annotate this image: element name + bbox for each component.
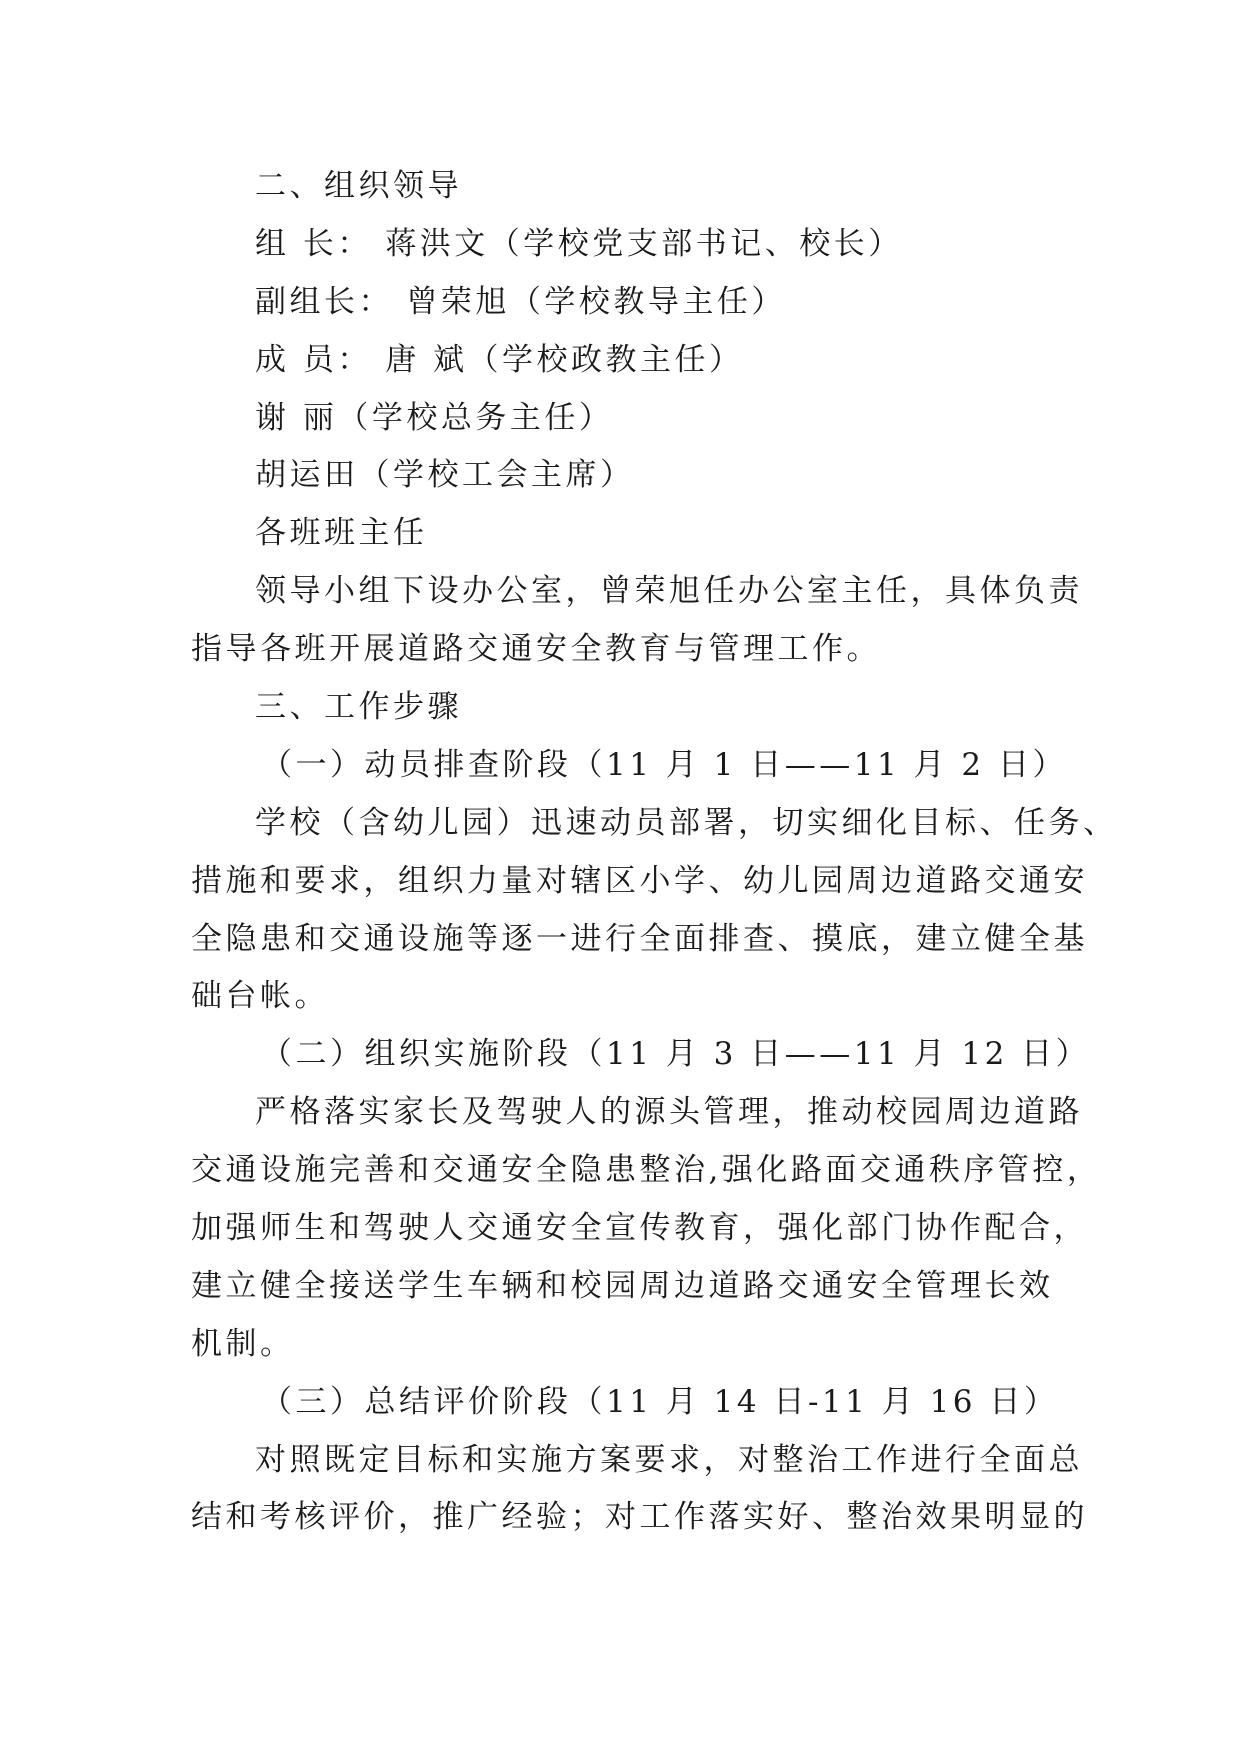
subsection-heading: （三）总结评价阶段（11 月 14 日-11 月 16 日） <box>261 1383 1059 1420</box>
text-line: 胡运田（学校工会主席） <box>255 457 635 494</box>
text-line: 谢 丽（学校总务主任） <box>255 399 614 436</box>
text-line: 交通设施完善和交通安全隐患整治,强化路面交通秩序管控， <box>191 1152 1102 1189</box>
text-line: 结和考核评价，推广经验；对工作落实好、整治效果明显的 <box>191 1499 1088 1536</box>
text-line: 各班班主任 <box>255 515 428 552</box>
text-line: 指导各班开展道路交通安全教育与管理工作。 <box>191 631 881 668</box>
text-line: 学校（含幼儿园）迅速动员部署，切实细化目标、任务、 <box>255 804 1118 841</box>
text-line: 机制。 <box>191 1325 295 1362</box>
text-line: 对照既定目标和实施方案要求，对整治工作进行全面总 <box>255 1441 1083 1478</box>
text-line: 副组长： 曾荣旭（学校教导主任） <box>255 283 786 320</box>
section-heading: 二、组织领导 <box>255 168 462 204</box>
text-line: 加强师生和驾驶人交通安全宣传教育，强化部门协作配合， <box>191 1210 1088 1247</box>
subsection-heading: （二）组织实施阶段（11 月 3 日——11 月 12 日） <box>261 1036 1091 1073</box>
text-line: 建立健全接送学生车辆和校园周边道路交通安全管理长效 <box>191 1267 1054 1304</box>
text-line: 领导小组下设办公室，曾荣旭任办公室主任，具体负责 <box>255 573 1083 610</box>
section-heading: 三、工作步骤 <box>255 689 462 726</box>
text-line: 成 员： 唐 斌（学校政教主任） <box>255 341 744 378</box>
text-line: 措施和要求，组织力量对辖区小学、幼儿园周边道路交通安 <box>191 862 1088 899</box>
document-body <box>191 158 1118 1547</box>
text-line: 础台帐。 <box>191 978 329 1015</box>
subsection-heading: （一）动员排查阶段（11 月 1 日——11 月 2 日） <box>261 746 1067 783</box>
text-line: 全隐患和交通设施等逐一进行全面排查、摸底，建立健全基 <box>191 920 1088 957</box>
text-line: 严格落实家长及驾驶人的源头管理，推动校园周边道路 <box>255 1094 1083 1131</box>
text-line: 组 长： 蒋洪文（学校党支部书记、校长） <box>255 225 903 262</box>
